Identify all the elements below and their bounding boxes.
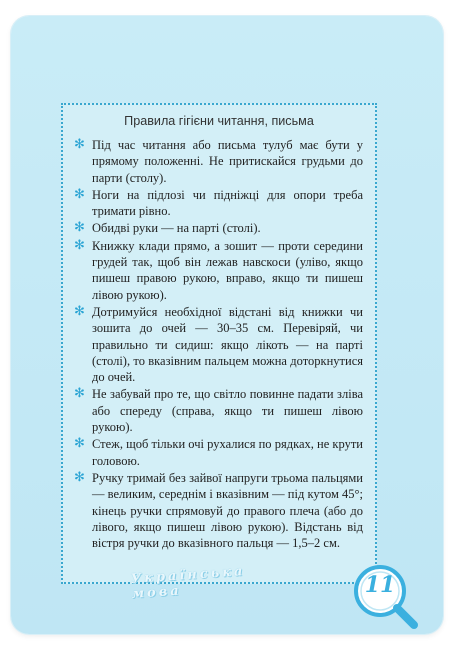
page-background bbox=[11, 16, 443, 634]
rule-text: Стеж, щоб тільки очі рухалися по рядках, не крути головою. bbox=[92, 437, 363, 468]
rule-item bbox=[74, 137, 363, 186]
asterisk-bullet-icon: ✻ bbox=[74, 186, 85, 202]
rule-text: Обидві руки — на парті (столі). bbox=[92, 221, 261, 236]
asterisk-bullet-icon: ✻ bbox=[74, 137, 85, 152]
rule-item bbox=[74, 220, 363, 236]
rule-text: Ноги на підлозі чи підніжці для опори треба тримати рівно. bbox=[92, 187, 363, 219]
rules-list bbox=[74, 137, 363, 552]
asterisk-bullet-icon: ✻ bbox=[74, 237, 85, 253]
rule-text: Ручку тримай без зайвої напруги трьома пальцями — великим, середнім і вказівним — під кутом 45°; кінець ручки спрямовуй до правого плеча (або до лівого, якщо пишеш лівою рукою). Відстань від вістря ручки до вказівного пальця — 1,5–2 см. bbox=[92, 470, 363, 551]
rules-title: Правила гігієни читання, письма bbox=[124, 114, 314, 128]
rule-item bbox=[74, 470, 363, 551]
rule-item bbox=[74, 386, 363, 435]
rule-text: Під час читання або письма тулуб має бути у прямому положенні. Не притискайся грудьми до парти (столу). bbox=[92, 138, 363, 185]
asterisk-bullet-icon: ✻ bbox=[74, 220, 85, 236]
rule-item bbox=[74, 436, 363, 469]
rule-text: Книжку клади прямо, а зошит — проти середини грудей так, щоб він лежав навскоси (уліво, якщо пишеш правою рукою, вправо, якщо ти пишеш лівою рукою). bbox=[92, 238, 363, 302]
asterisk-bullet-icon: ✻ bbox=[74, 436, 85, 452]
rule-item bbox=[74, 304, 363, 385]
page-number: 11 bbox=[364, 572, 396, 598]
rule-text: Дотримуйся необхідної відстані від книжки чи зошита до очей — 30–35 см. Перевіряй, чи правильно ти сидиш: якщо лікоть — на парті (столі), то вказівним пальцем можна доторкнутися до очей. bbox=[92, 304, 363, 385]
rule-item bbox=[74, 238, 363, 303]
rule-text: Не забувай про те, що світло повинне падати зліва або спереду (справа, якщо ти пишеш лівою рукою). bbox=[92, 387, 363, 435]
asterisk-bullet-icon: ✻ bbox=[74, 303, 85, 319]
rules-box bbox=[61, 103, 377, 584]
asterisk-bullet-icon: ✻ bbox=[74, 469, 85, 485]
subject-label: Українська мова bbox=[130, 563, 246, 602]
rule-item bbox=[74, 187, 363, 220]
asterisk-bullet-icon: ✻ bbox=[74, 386, 85, 402]
